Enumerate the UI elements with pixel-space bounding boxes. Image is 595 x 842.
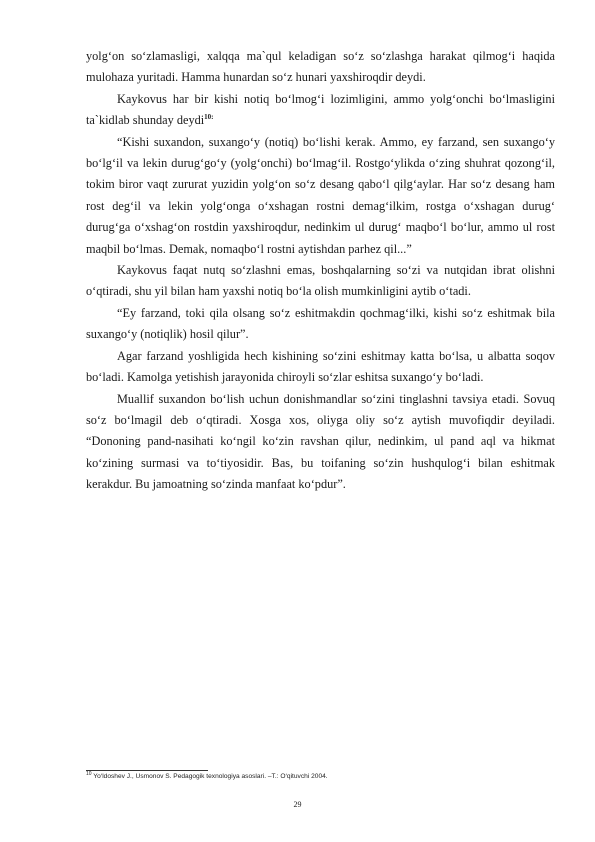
body-text <box>86 46 555 496</box>
footnote-text: Yo‘ldoshev J., Usmonov S. Pedagogik texnologiya asoslari. –T.: O‘qituvchi 2004. <box>93 773 328 780</box>
paragraph-4: Kaykovus faqat nutq so‘zlashni emas, boshqalarning so‘zi va nutqidan ibrat olishni o‘qtiradi, shu yil bilan ham yaxshi notiq bo‘la olish mumkinligini aytib o‘tadi. <box>86 263 555 299</box>
footnote-separator <box>86 770 208 771</box>
paragraph-2-text: Kaykovus har bir kishi notiq bo‘lmog‘i lozimligini, ammo yolg‘onchi bo‘lmasligini ta`kidlab shunday deydi <box>86 91 555 128</box>
footnote-number: 10 <box>86 770 92 777</box>
footnote-reference[interactable] <box>204 113 213 121</box>
footnote <box>86 772 555 781</box>
paragraph-7: Muallif suxandon bo‘lish uchun donishmandlar so‘zini tinglashni tavsiya etadi. Sovuq so‘z bo‘lmagil deb o‘qtiradi. Xosga xos, oliyga oliy so‘z aytish muvofiqdir deyiladi. “Dononing pand-nasihati ko‘ngil ko‘zin ravshan qilur, nedinkim, ul pand aql va hikmat ko‘zining surmasi va to‘tiyosidir. Bas, bu toifaning so‘zin hushqulog‘i bilan eshitmak kerakdur. Bu jamoatning so‘zinda manfaat ko‘pdur”. <box>86 391 555 492</box>
paragraph-2 <box>86 89 555 132</box>
paragraph-5: “Ey farzand, toki qila olsang so‘z eshitmakdin qochmag‘ilki, kishi so‘z eshitmak bila suxango‘y (notiqlik) hosil qilur”. <box>86 305 555 342</box>
paragraph-6: Agar farzand yoshligida hech kishining so‘zini eshitmay katta bo‘lsa, u albatta soqov bo‘ladi. Kamolga yetishish jarayonida chiroyli so‘zlar eshitsa suxango‘y bo‘ladi. <box>86 348 555 385</box>
page-number: 29 <box>293 800 302 809</box>
paragraph-3: “Kishi suxandon, suxango‘y (notiq) bo‘lishi kerak. Ammo, ey farzand, sen suxango‘y bo‘lg‘il va lekin durug‘go‘y (yolg‘onchi) bo‘lmag‘il. Rostgo‘ylikda o‘zing shuhrat qozong‘il, tokim biror vaqt zururat yuzidin yolg‘on so‘z desang qabo‘l qilg‘aylar. Har so‘z desang ham rost deg‘il va lekin yolg‘onga o‘xshagan rostni demag‘ilkim, rostga o‘xshagan durug‘ durug‘ga o‘xshag‘on rostdin yaxshiroqdur, nedinkim ul durug‘ maqbo‘l bo‘lur, ammo ul rost maqbil bo‘lmas. Demak, nomaqbo‘l rostni aytishdan parhez qil...” <box>86 134 555 256</box>
footnote-reference-suffix: : <box>211 113 214 122</box>
paragraph-1: yolg‘on so‘zlamasligi, xalqqa ma`qul keladigan so‘z so‘zlashga harakat qilmog‘i haqida mulohaza yuritadi. Hamma hunardan so‘z hunari yaxshiroqdir deydi. <box>86 49 555 85</box>
footnote-reference-number: 10 <box>204 113 212 122</box>
